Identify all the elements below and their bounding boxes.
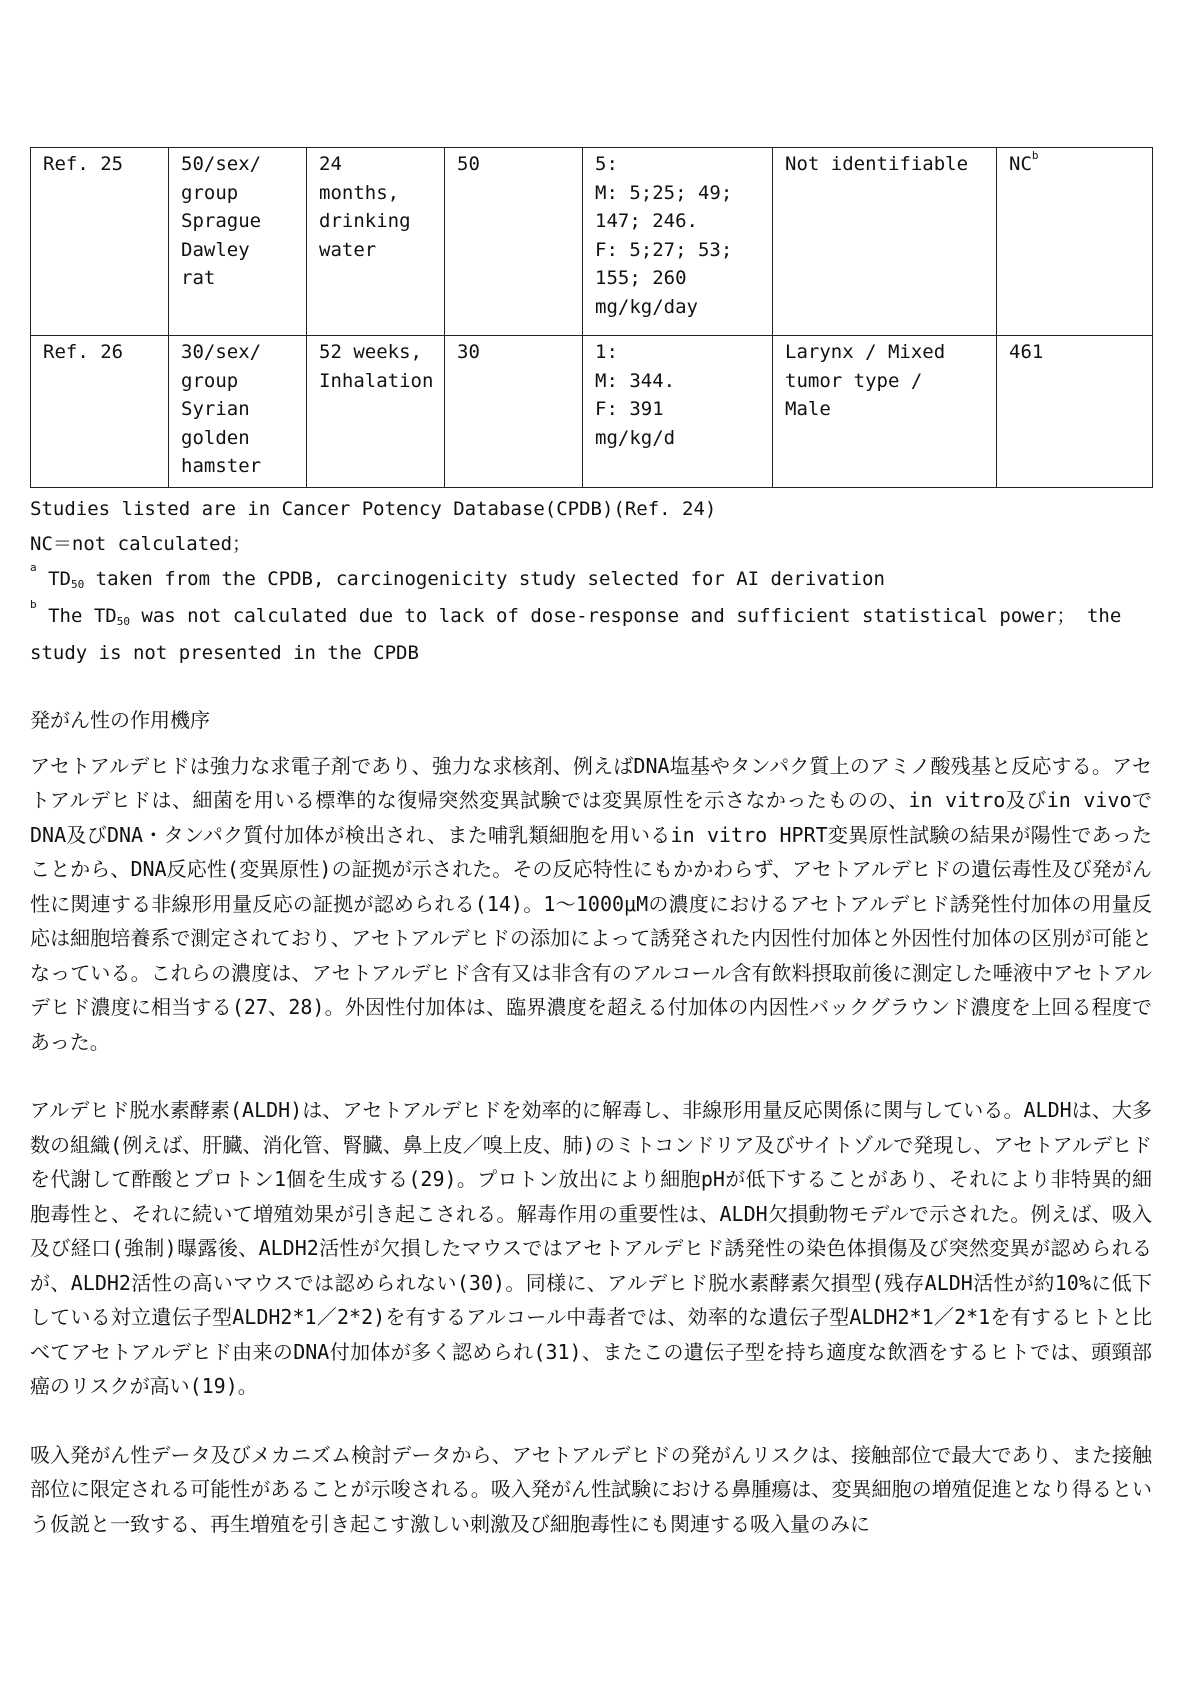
- doses-cell: 1: M: 344. F: 391 mg/kg/d: [583, 336, 773, 488]
- note-nc: NC＝not calculated；: [30, 532, 252, 555]
- note-a: $^a$ $TD_{50}$ taken from the CPDB, carcinogenicity study selected for AI derivation: [30, 560, 885, 591]
- study-table: [30, 147, 1153, 488]
- note-source: Studies listed are in Cancer Potency Database(CPDB)(Ref. 24): [30, 497, 717, 520]
- duration-cell: 24 months, drinking water: [307, 148, 445, 336]
- duration-cell: 52 weeks, Inhalation: [307, 336, 445, 488]
- doses-cell: 5: M: 5;25; 49; 147; 246. F: 5;27; 53; 155; 260 mg/kg/day: [583, 148, 773, 336]
- tumor-cell: Not identifiable: [773, 148, 997, 336]
- footnote-mark: b: [1031, 149, 1039, 162]
- paragraph: 吸入発がん性データ及びメカニズム検討データから、アセトアルデヒドの発がんリスクは、接触部位で最大であり、また接触部位に限定される可能性があることが示唆される。吸入発がん性試験における鼻腫瘍は、変異細胞の増殖促進となり得るという仮説と一致する、再生増殖を引き起こす激しい刺激及び細胞毒性にも関連する吸入量のみに: [30, 1442, 1152, 1536]
- td50-cell: [997, 336, 1153, 488]
- note-b: $^b$ The $TD_{50}$ was not calculated due to lack of dose-response and sufficient statistical power； the study is not presented in the CPDB: [30, 597, 1122, 664]
- number-cell: 30: [445, 336, 583, 488]
- section-heading: 発がん性の作用機序: [30, 707, 210, 732]
- paragraph: アセトアルデヒドは強力な求電子剤であり、強力な求核剤、例えばDNA塩基やタンパク質上のアミノ酸残基と反応する。アセトアルデヒドは、細菌を用いる標準的な復帰突然変異試験では変異原性を示さなかったものの、in vitro及びin vivoでDNA及びDNA・タンパク質付加体が検出され、また哺乳類細胞を用いるin vitro HPRT変異原性試験の結果が陽性であったことから、DNA反応性(変異原性)の証拠が示された。その反応特性にもかかわらず、アセトアルデヒドの遺伝毒性及び発がん性に関連する非線形用量反応の証拠が認められる(14)。1～1000μMの濃度におけるアセトアルデヒド誘発性付加体の用量反応は細胞培養系で測定されており、アセトアルデヒドの添加によって誘発された内因性付加体と外因性付加体の区別が可能となっている。これらの濃度は、アセトアルデヒド含有又は非含有のアルコール含有飲料摂取前後に測定した唾液中アセトアルデヒド濃度に相当する(27、28)。外因性付加体は、臨界濃度を超える付加体の内因性バックグラウンド濃度を上回る程度であった。: [30, 753, 1152, 1054]
- table-row: [31, 148, 1153, 336]
- paragraph: アルデヒド脱水素酵素(ALDH)は、アセトアルデヒドを効率的に解毒し、非線形用量反応関係に関与している。ALDHは、大多数の組織(例えば、肝臓、消化管、腎臓、鼻上皮／嗅上皮、肺)のミトコンドリア及びサイトゾルで発現し、アセトアルデヒドを代謝して酢酸とプロトン1個を生成する(29)。プロトン放出により細胞pHが低下することがあり、それにより非特異的細胞毒性と、それに続いて増殖効果が引き起こされる。解毒作用の重要性は、ALDH欠損動物モデルで示された。例えば、吸入及び経口(強制)曝露後、ALDH2活性が欠損したマウスではアセトアルデヒド誘発性の染色体損傷及び突然変異が認められるが、ALDH2活性の高いマウスでは認められない(30)。同様に、アルデヒド脱水素酵素欠損型(残存ALDH活性が約10%に低下している対立遺伝子型ALDH2*1／2*2)を有するアルコール中毒者では、効率的な遺伝子型ALDH2*1／2*1を有するヒトと比べてアセトアルデヒド由来のDNA付加体が多く認められ(31)、またこの遺伝子型を持ち適度な飲酒をするヒトでは、頭頸部癌のリスクが高い(19)。: [30, 1098, 1152, 1398]
- ref-cell: Ref. 25: [31, 148, 169, 336]
- tumor-cell: Larynx / Mixed tumor type / Male: [773, 336, 997, 488]
- td50-cell: [997, 148, 1153, 336]
- ref-cell: Ref. 26: [31, 336, 169, 488]
- animals-cell: 50/sex/ group Sprague Dawley rat: [169, 148, 307, 336]
- td50-value: 461: [1009, 341, 1044, 363]
- table-notes: [30, 492, 1152, 671]
- table-row: [31, 336, 1153, 488]
- number-cell: 50: [445, 148, 583, 336]
- document-page: [30, 147, 1152, 1541]
- animals-cell: 30/sex/ group Syrian golden hamster: [169, 336, 307, 488]
- td50-value: NC: [1009, 153, 1032, 175]
